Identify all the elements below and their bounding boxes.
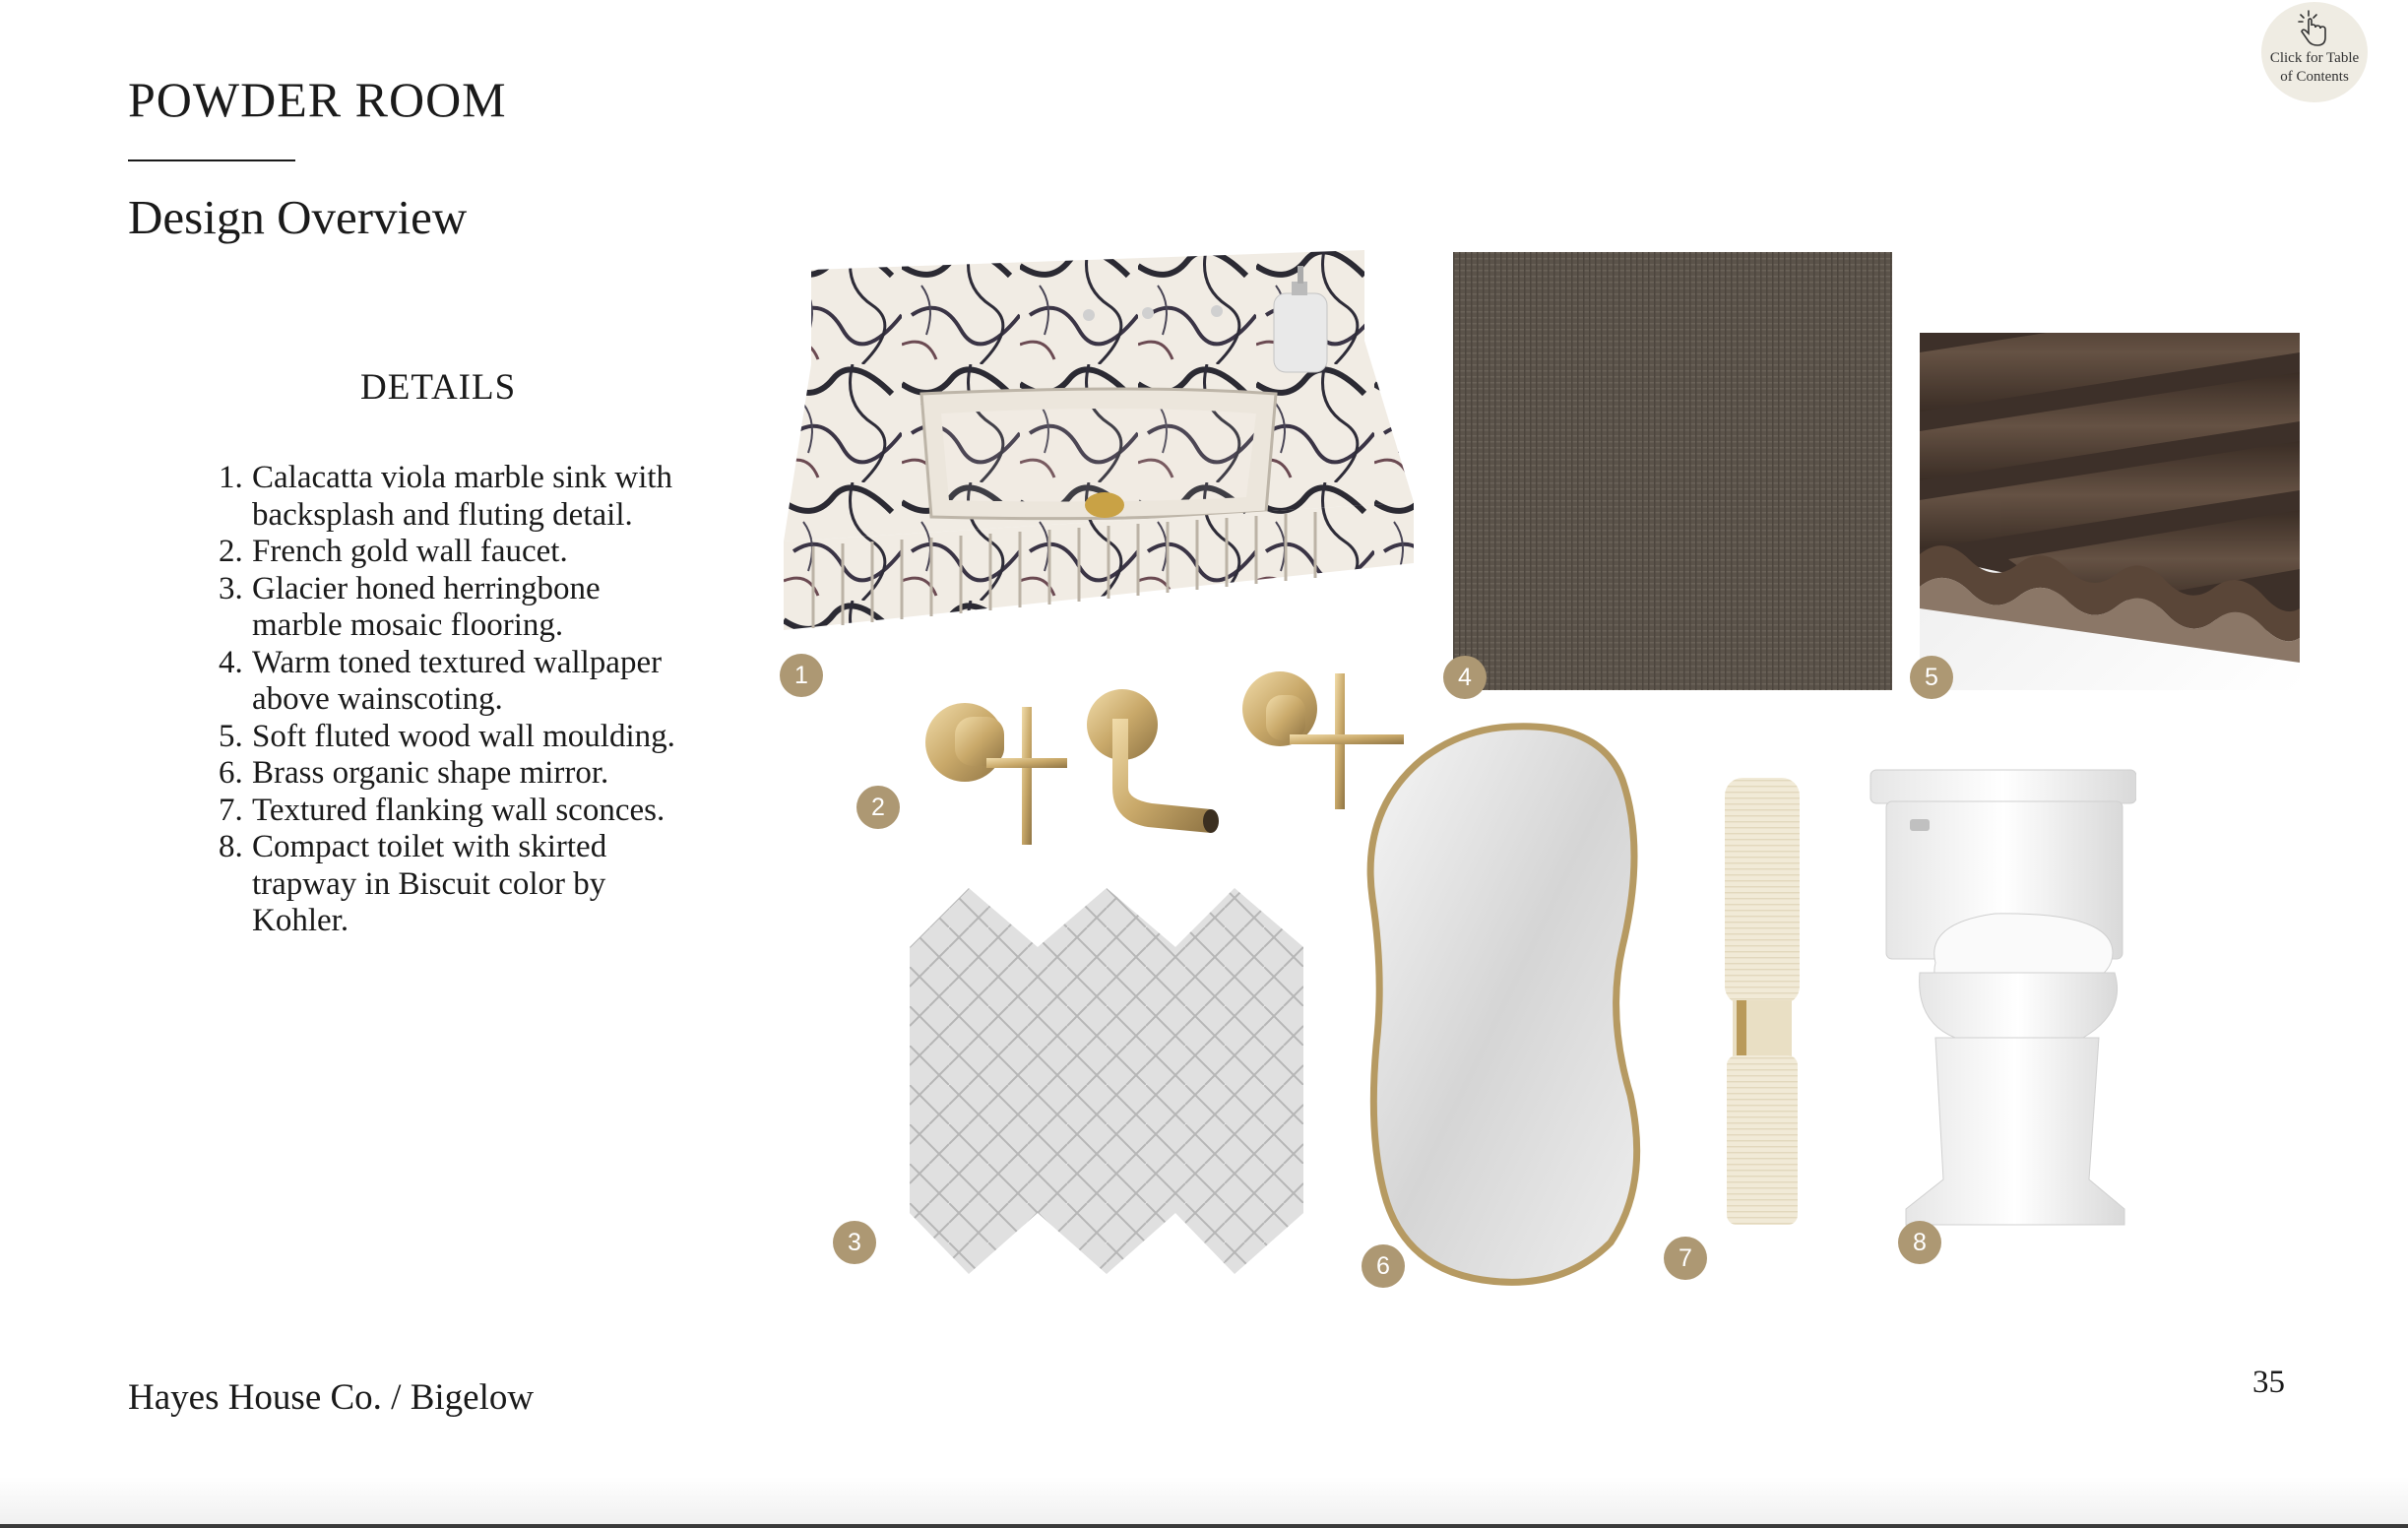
toilet-image	[1867, 766, 2136, 1229]
list-item	[219, 460, 681, 534]
list-item-number: 6.	[219, 755, 243, 791]
list-item-number: 7.	[219, 792, 243, 828]
list-item-text: Glacier honed herringbone marble mosaic flooring.	[252, 570, 601, 643]
list-item-text: Textured flanking wall sconces.	[252, 792, 665, 828]
list-item-text: Compact toilet with skirted trapway in Biscuit color by Kohler.	[252, 829, 607, 938]
list-item-number: 3.	[219, 570, 243, 606]
list-item	[219, 534, 681, 571]
list-item-text: Calacatta viola marble sink with backsplash and fluting detail.	[252, 460, 673, 533]
list-item-text: Warm toned textured wallpaper above wainscoting.	[252, 644, 663, 717]
details-heading: DETAILS	[360, 367, 517, 408]
page-bottom-shadow	[0, 1477, 2408, 1524]
organic-mirror-image	[1364, 721, 1646, 1288]
toc-line-2: of Contents	[2280, 69, 2349, 85]
item-badge: 3	[833, 1221, 876, 1264]
list-item	[219, 755, 681, 793]
item-badge: 1	[780, 654, 823, 697]
item-badge: 2	[856, 786, 900, 829]
list-item-text: French gold wall faucet.	[252, 534, 568, 569]
list-item-text: Brass organic shape mirror.	[252, 755, 609, 791]
details-list	[219, 460, 681, 940]
bottom-border	[0, 1524, 2408, 1528]
list-item	[219, 645, 681, 719]
page-number: 35	[2252, 1365, 2285, 1400]
list-item	[219, 571, 681, 645]
wall-sconce-image	[1713, 768, 1807, 1241]
herringbone-tile-image	[910, 888, 1303, 1274]
list-item-number: 8.	[219, 829, 243, 864]
list-item	[219, 793, 681, 830]
brass-faucet-image	[916, 669, 1408, 853]
list-item-number: 4.	[219, 644, 243, 680]
footer-brand: Hayes House Co. / Bigelow	[128, 1377, 535, 1418]
title-divider	[128, 159, 295, 161]
list-item-text: Soft fluted wood wall moulding.	[252, 718, 675, 754]
list-item-number: 2.	[219, 534, 243, 569]
marble-sink-image	[784, 246, 1433, 632]
toc-button-label	[2265, 49, 2364, 87]
table-of-contents-button[interactable]	[2261, 2, 2368, 102]
toc-line-1: Click for Table	[2269, 50, 2360, 66]
item-badge: 7	[1664, 1237, 1707, 1280]
item-badge: 8	[1898, 1221, 1941, 1264]
list-item	[219, 829, 681, 940]
item-badge: 4	[1443, 656, 1487, 699]
wallpaper-swatch	[1453, 252, 1892, 690]
page-title: POWDER ROOM	[128, 72, 507, 127]
fluted-wood-image	[1920, 333, 2300, 690]
item-badge: 5	[1910, 656, 1953, 699]
tap-hand-icon	[2295, 8, 2334, 49]
list-item-number: 5.	[219, 718, 243, 754]
list-item-number: 1.	[219, 460, 243, 495]
item-badge: 6	[1362, 1244, 1405, 1288]
list-item	[219, 719, 681, 756]
page-subtitle: Design Overview	[128, 190, 468, 244]
